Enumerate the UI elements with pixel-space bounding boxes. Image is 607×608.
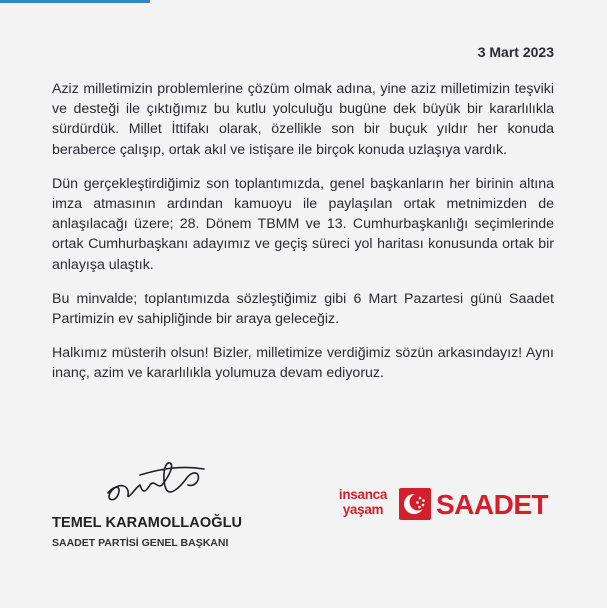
logo-slogan bbox=[333, 487, 393, 523]
paragraph-3: Bu minvalde; toplantımızda sözleştiğimiz gibi 6 Mart Pazartesi günü Saadet Partimizin ev sahipliğinde bir araya geleceğiz. bbox=[52, 290, 554, 328]
paragraph-1: Aziz milletimizin problemlerine çözüm olmak adına, yine aziz milletimizin teşviki ve desteği ile çıktığımız bu kutlu yolculuğu bugüne dek büyük bir kararlılıkla sürdürdük. Millet İttifakı olarak, özellikle son bir buçuk yıldır her konuda beraberce çalışıp, ortak akıl ve istişare ile birçok konuda uzlaşıya vardık. bbox=[52, 81, 554, 158]
top-accent-bar bbox=[0, 0, 150, 3]
letter-body bbox=[52, 79, 554, 398]
paragraph-2: Dün gerçekleştirdiğimiz son toplantımızda, genel başkanların her birinin altına imza atmasının ardından kamuoyu ile paylaşılan ortak metnimizden de anlaşılacağı üzere; 28. Dönem TBMM ve 13. Cumhurbaşkanlığı seçimlerinde ortak Cumhurbaşkanı adayımız ve geçiş süreci yol haritası konusunda ortak bir anlayışa ulaştık. bbox=[52, 175, 554, 273]
logo-brand: SAADET bbox=[436, 489, 549, 520]
slogan-line-1: insanca bbox=[338, 487, 388, 502]
signer-name: TEMEL KARAMOLLAOĞLU bbox=[52, 515, 243, 531]
paragraph-4: Halkımız müsterih olsun! Bizler, milletimize verdiğimiz sözün arkasındayız! Aynı inanç, azim ve kararlılıkla yolumuza devam ediyoruz. bbox=[52, 345, 554, 382]
slogan-line-2: yaşam bbox=[342, 502, 384, 517]
handwritten-signature bbox=[100, 455, 210, 515]
letter-date: 3 Mart 2023 bbox=[477, 44, 554, 60]
signer-title: SAADET PARTİSİ GENEL BAŞKANI bbox=[52, 537, 229, 549]
crescent-star-icon bbox=[399, 488, 431, 520]
party-logo bbox=[333, 485, 557, 525]
